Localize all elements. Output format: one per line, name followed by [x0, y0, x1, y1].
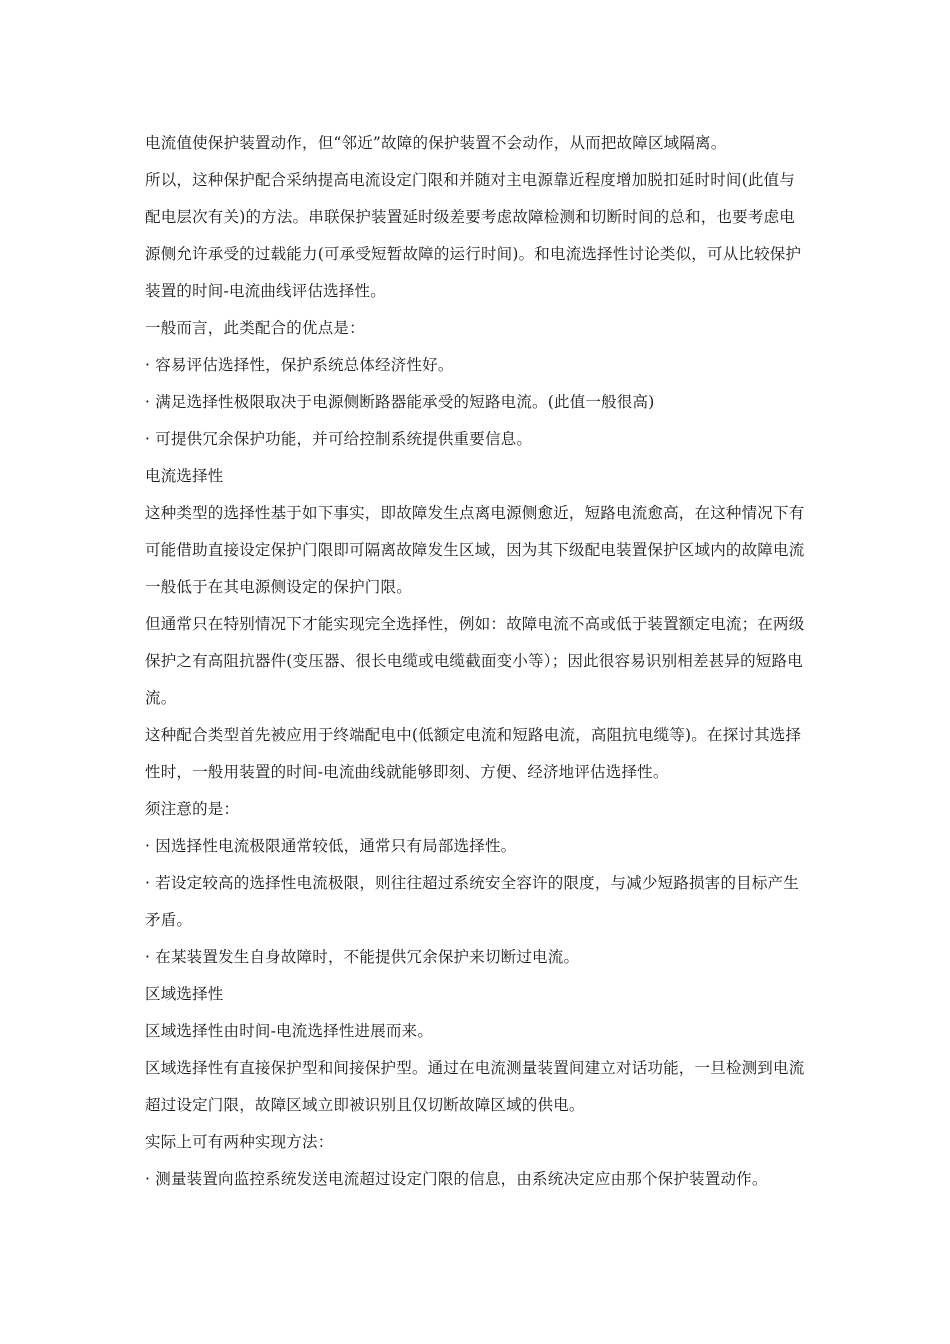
document-page [145, 125, 805, 1198]
section-heading: 电流选择性 [145, 467, 224, 485]
paragraph: 电流值使保护装置动作，但“邻近”故障的保护装置不会动作，从而把故障区域隔离。 [145, 134, 727, 152]
paragraph: 但通常只在特别情况下才能实现完全选择性，例如：故障电流不高或低于装置额定电流；在两级保护之有高阻抗器件(变压器、很长电缆或电缆截面变小等）；因此很容易识别相差甚异的短路电流。 [145, 615, 805, 707]
paragraph: 须注意的是： [145, 800, 240, 818]
paragraph: 区域选择性由时间-电流选择性进展而来。 [145, 1022, 434, 1040]
section-heading: 区域选择性 [145, 985, 224, 1003]
list-item: · 因选择性电流极限通常较低，通常只有局部选择性。 [145, 837, 517, 855]
paragraph: 区域选择性有直接保护型和间接保护型。通过在电流测量装置间建立对话功能，一旦检测到电流超过设定门限，故障区域立即被识别且仅切断故障区域的供电。 [145, 1059, 805, 1114]
list-item: · 在某装置发生自身故障时，不能提供冗余保护来切断过电流。 [145, 948, 580, 966]
list-item: · 若设定较高的选择性电流极限，则往往超过系统安全容许的限度，与减少短路损害的目标产生矛盾。 [145, 874, 799, 929]
list-item: · 满足选择性极限取决于电源侧断路器能承受的短路电流。(此值一般很高) [145, 393, 655, 411]
paragraph: 一般而言，此类配合的优点是： [145, 319, 365, 337]
list-item: · 容易评估选择性，保护系统总体经济性好。 [145, 356, 454, 374]
paragraph: 实际上可有两种实现方法： [145, 1133, 334, 1151]
paragraph: 这种类型的选择性基于如下事实，即故障发生点离电源侧愈近，短路电流愈高，在这种情况下有可能借助直接设定保护门限即可隔离故障发生区域，因为其下级配电装置保护区域内的故障电流一般低于在其电源侧设定的保护门限。 [145, 504, 805, 596]
paragraph: 这种配合类型首先被应用于终端配电中(低额定电流和短路电流，高阻抗电缆等)。在探讨其选择性时，一般用装置的时间-电流曲线就能够即刻、方便、经济地评估选择性。 [145, 726, 802, 781]
paragraph: 所以，这种保护配合采纳提高电流设定门限和并随对主电源靠近程度增加脱扣延时时间(此值与配电层次有关)的方法。串联保护装置延时级差要考虑故障检测和切断时间的总和，也要考虑电源侧允许承受的过载能力(可承受短暂故障的运行时间)。和电流选择性讨论类似，可从比较保护装置的时间-电流曲线评估选择性。 [145, 171, 802, 300]
list-item: · 测量装置向监控系统发送电流超过设定门限的信息，由系统决定应由那个保护装置动作。 [145, 1170, 768, 1188]
list-item: · 可提供冗余保护功能，并可给控制系统提供重要信息。 [145, 430, 533, 448]
